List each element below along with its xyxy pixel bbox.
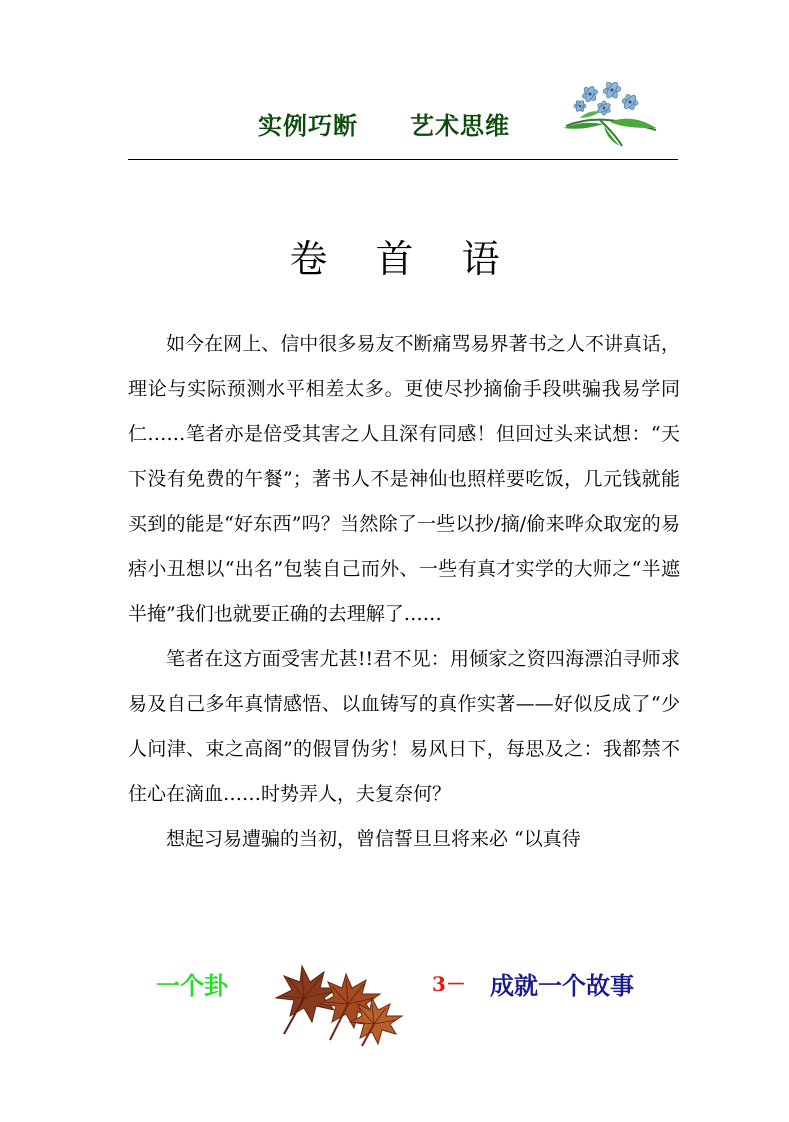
paragraph-2: 笔者在这方面受害尤甚!!君不见：用倾家之资四海漂泊寻师求易及自己多年真情感悟、以血铸写的真作实著——好似反成了“少人问津、束之高阁”的假冒伪劣！易风日下，每思及之：我都禁不住心在滴血……时势弄人，夫复奈何？	[128, 648, 680, 805]
autumn-maple-leaves-icon	[262, 958, 412, 1048]
footer-right-text: 成就一个故事	[490, 971, 634, 1000]
page-footer	[0, 958, 789, 1048]
header-title-left: 实例巧断	[258, 111, 358, 140]
body-text	[128, 322, 680, 862]
paragraph-1: 如今在网上、信中很多易友不断痛骂易界著书之人不讲真话，理论与实际预测水平相差太多。更使尽抄摘偷手段哄骗我易学同仁……笔者亦是倍受其害之人且深有同感！但回过头来试想：“天下没有免费的午餐”；著书人不是神仙也照样要吃饭，几元钱就能买到的能是“好东西”吗？当然除了一些以抄/摘/偷来哗众取宠的易痞小丑想以“出名”包装自己而外、一些有真才实学的大师之“半遮半掩”我们也就要正确的去理解了……	[128, 333, 680, 625]
page-number: 3－	[432, 972, 466, 996]
paragraph-3: 想起习易遭骗的当初，曾信誓旦旦将来必 “以真待	[166, 828, 581, 850]
page-header	[128, 96, 678, 160]
footer-left-text: 一个卦	[156, 971, 228, 1000]
header-title	[258, 106, 510, 141]
header-divider	[128, 159, 678, 160]
page-title: 卷 首 语	[289, 237, 518, 281]
header-title-right: 艺术思维	[410, 111, 510, 140]
blue-flower-spray-icon	[560, 82, 660, 148]
